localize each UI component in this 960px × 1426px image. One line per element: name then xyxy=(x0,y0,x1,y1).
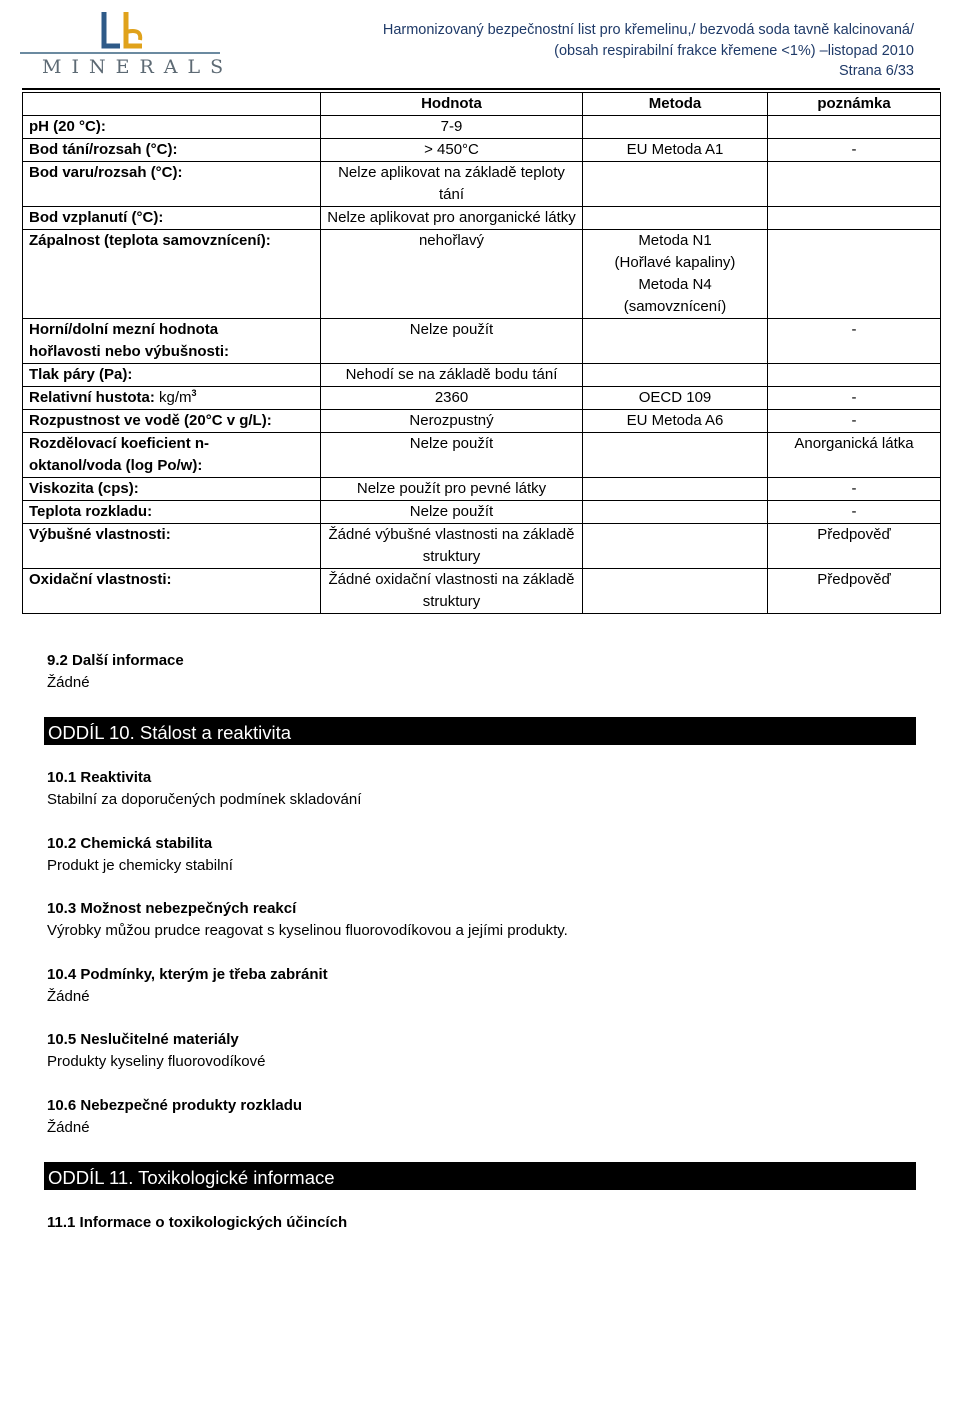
row-note: Předpověď xyxy=(768,524,941,569)
row-label: Oxidační vlastnosti: xyxy=(23,569,321,614)
properties-table xyxy=(22,92,941,614)
row-method: EU Metoda A1 xyxy=(583,139,768,162)
row-note: - xyxy=(768,319,941,364)
row-value: nehořlavý xyxy=(321,230,583,319)
row-value: Nehodí se na základě bodu tání xyxy=(321,364,583,387)
header-cell-note: poznámka xyxy=(768,93,941,116)
item-text: Žádné xyxy=(47,1119,90,1136)
logo-mark-icon xyxy=(100,10,146,52)
row-label: Bod tání/rozsah (°C): xyxy=(23,139,321,162)
item-title: 10.3 Možnost nebezpečných reakcí xyxy=(47,900,297,917)
table-row xyxy=(23,478,941,501)
table-row xyxy=(23,319,941,364)
row-method xyxy=(583,207,768,230)
row-note: - xyxy=(768,387,941,410)
row-label-density xyxy=(23,387,321,410)
row-label-text: Relativní hustota: xyxy=(29,389,155,406)
document-header xyxy=(383,20,914,82)
row-method xyxy=(583,116,768,139)
row-label: Viskozita (cps): xyxy=(23,478,321,501)
section-10-1 xyxy=(47,767,361,811)
row-method: EU Metoda A6 xyxy=(583,410,768,433)
table-row xyxy=(23,116,941,139)
row-label: Teplota rozkladu: xyxy=(23,501,321,524)
header-cell-label xyxy=(23,93,321,116)
section-10-4 xyxy=(47,964,328,1008)
row-method xyxy=(583,162,768,207)
header-divider xyxy=(22,88,940,90)
row-method: Metoda N1 (Hořlavé kapaliny) Metoda N4 (samovznícení) xyxy=(583,230,768,319)
row-value: Nerozpustný xyxy=(321,410,583,433)
logo-divider xyxy=(20,52,220,54)
row-note: - xyxy=(768,501,941,524)
row-note xyxy=(768,162,941,207)
section-9-2-title: 9.2 Další informace xyxy=(47,652,184,669)
row-value: Nelze použít pro pevné látky xyxy=(321,478,583,501)
item-text: Stabilní za doporučených podmínek skladování xyxy=(47,791,362,808)
row-note: Anorganická látka xyxy=(768,433,941,478)
row-label: Rozdělovací koeficient n-oktanol/voda (log Po/w): xyxy=(23,433,321,478)
item-text: Žádné xyxy=(47,988,90,1005)
row-note: Předpověď xyxy=(768,569,941,614)
row-value: Žádné oxidační vlastnosti na základě struktury xyxy=(321,569,583,614)
row-note: - xyxy=(768,478,941,501)
section-10-3 xyxy=(47,898,568,942)
table-row xyxy=(23,410,941,433)
row-method xyxy=(583,478,768,501)
section-11-heading: ODDÍL 11. Toxikologické informace xyxy=(44,1162,916,1190)
row-label: Horní/dolní mezní hodnota hořlavosti nebo výbušnosti: xyxy=(23,319,321,364)
item-title: 10.2 Chemická stabilita xyxy=(47,835,213,852)
row-value: Nelze použít xyxy=(321,433,583,478)
row-note xyxy=(768,230,941,319)
header-title-line2: (obsah respirabilní frakce křemene <1%) –listopad 2010 xyxy=(554,42,914,59)
row-value: Nelze aplikovat na základě teploty tání xyxy=(321,162,583,207)
header-cell-value: Hodnota xyxy=(321,93,583,116)
row-method: OECD 109 xyxy=(583,387,768,410)
item-title: 10.5 Neslučitelné materiály xyxy=(47,1031,239,1048)
header-title-line1: Harmonizovaný bezpečnostní list pro křemelinu,/ bezvodá soda tavně kalcinovaná/ xyxy=(382,22,914,38)
section-10-heading: ODDÍL 10. Stálost a reaktivita xyxy=(44,717,916,745)
row-label: pH (20 °C): xyxy=(23,116,321,139)
section-11-1 xyxy=(47,1212,347,1234)
row-label: Rozpustnost ve vodě (20°C v g/L): xyxy=(23,410,321,433)
item-title: 10.4 Podmínky, kterým je třeba zabránit xyxy=(47,966,328,983)
section-10-6 xyxy=(47,1095,302,1139)
row-method xyxy=(583,501,768,524)
section-10-5 xyxy=(47,1029,265,1073)
row-value: Žádné výbušné vlastnosti na základě struktury xyxy=(321,524,583,569)
item-text: Produkt je chemicky stabilní xyxy=(47,857,233,874)
row-value: Nelze použít xyxy=(321,319,583,364)
item-text: Produkty kyseliny fluorovodíkové xyxy=(47,1053,266,1070)
row-method xyxy=(583,569,768,614)
table-row xyxy=(23,569,941,614)
row-label: Výbušné vlastnosti: xyxy=(23,524,321,569)
table-row xyxy=(23,230,941,319)
row-method xyxy=(583,433,768,478)
row-method xyxy=(583,524,768,569)
row-value: 7-9 xyxy=(321,116,583,139)
section-10-2 xyxy=(47,833,233,877)
table-row xyxy=(23,524,941,569)
table-row xyxy=(23,162,941,207)
header-cell-method: Metoda xyxy=(583,93,768,116)
row-label: Bod varu/rozsah (°C): xyxy=(23,162,321,207)
row-note: - xyxy=(768,410,941,433)
row-note xyxy=(768,207,941,230)
logo-text: MINERALS xyxy=(42,56,234,78)
company-logo xyxy=(20,8,234,82)
item-text: Výrobky můžou prudce reagovat s kyselinou fluorovodíkovou a jejími produkty. xyxy=(47,922,568,939)
page-number: Strana 6/33 xyxy=(839,63,914,79)
table-row xyxy=(23,433,941,478)
row-label: Bod vzplanutí (°C): xyxy=(23,207,321,230)
table-row xyxy=(23,207,941,230)
table-row xyxy=(23,501,941,524)
row-value: 2360 xyxy=(321,387,583,410)
section-9-2 xyxy=(47,650,184,694)
item-title: 10.1 Reaktivita xyxy=(47,769,152,786)
table-row xyxy=(23,364,941,387)
row-label-sup: 3 xyxy=(191,388,197,398)
row-value: Nelze použít xyxy=(321,501,583,524)
row-label-unit: kg/m xyxy=(159,389,192,406)
item-title: 10.6 Nebezpečné produkty rozkladu xyxy=(47,1097,303,1114)
row-value: Nelze aplikovat pro anorganické látky xyxy=(321,207,583,230)
table-header-row xyxy=(23,93,941,116)
row-value: > 450°C xyxy=(321,139,583,162)
row-label: Tlak páry (Pa): xyxy=(23,364,321,387)
table-row xyxy=(23,387,941,410)
row-note xyxy=(768,364,941,387)
row-label: Zápalnost (teplota samovznícení): xyxy=(23,230,321,319)
row-method xyxy=(583,319,768,364)
table-row xyxy=(23,139,941,162)
row-method xyxy=(583,364,768,387)
row-note: - xyxy=(768,139,941,162)
row-note xyxy=(768,116,941,139)
section-9-2-text: Žádné xyxy=(47,674,90,691)
section-11-1-title: 11.1 Informace o toxikologických účincích xyxy=(47,1214,348,1231)
